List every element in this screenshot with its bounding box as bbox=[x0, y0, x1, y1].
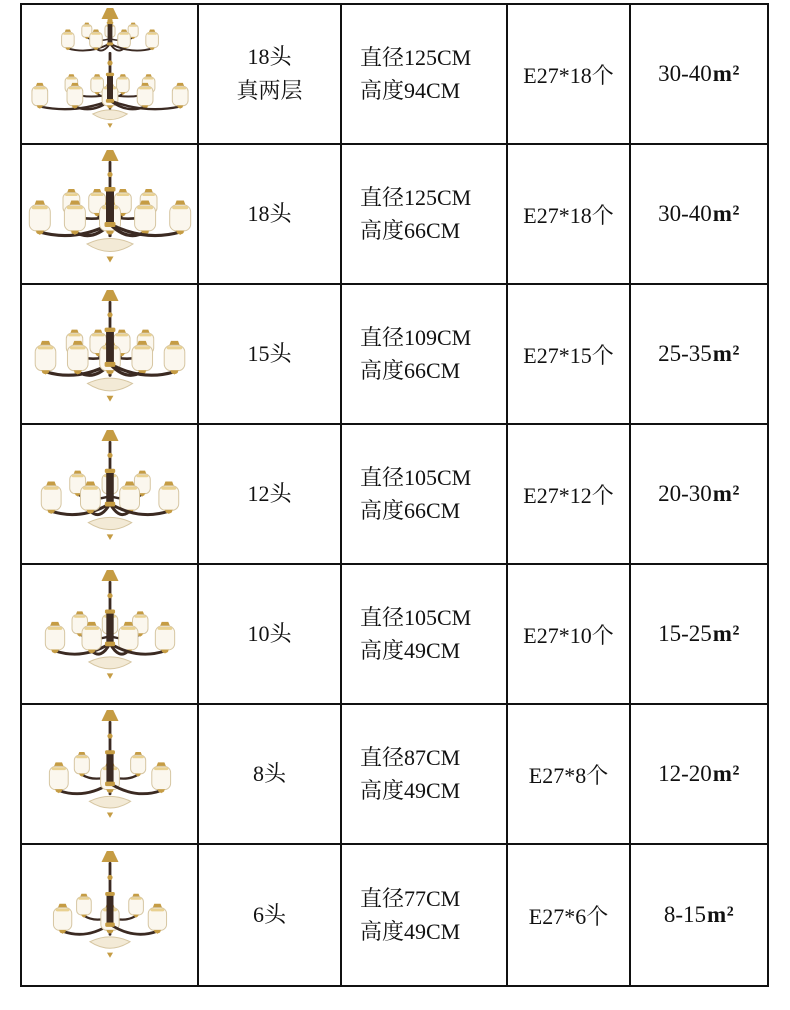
area-range-label: 15-25 bbox=[658, 621, 712, 646]
bulb-spec-label: E27*18个 bbox=[523, 202, 614, 228]
table-row bbox=[22, 565, 767, 705]
bulb-spec-cell bbox=[508, 705, 631, 845]
coverage-area-cell bbox=[631, 705, 767, 845]
diameter-label: 直径125CM bbox=[360, 45, 472, 70]
coverage-area-cell bbox=[631, 5, 767, 145]
area-unit-label: m² bbox=[712, 61, 740, 86]
coverage-area-cell bbox=[631, 845, 767, 985]
table-row bbox=[22, 425, 767, 565]
coverage-area-cell bbox=[631, 145, 767, 285]
head-count-cell bbox=[199, 425, 342, 565]
dimensions-cell bbox=[342, 705, 508, 845]
chandelier-image-cell bbox=[22, 425, 199, 565]
area-range-label: 30-40 bbox=[658, 61, 712, 86]
head-count-label: 12头 bbox=[247, 481, 292, 506]
diameter-label: 直径105CM bbox=[360, 465, 472, 490]
table-row bbox=[22, 705, 767, 845]
height-label: 高度49CM bbox=[360, 778, 461, 803]
dimensions-cell bbox=[342, 425, 508, 565]
head-count-cell bbox=[199, 565, 342, 705]
area-range-label: 8-15 bbox=[663, 902, 707, 927]
bulb-spec-cell bbox=[508, 425, 631, 565]
height-label: 高度94CM bbox=[360, 78, 461, 103]
dimensions-cell bbox=[342, 565, 508, 705]
head-count-cell bbox=[199, 5, 342, 145]
area-range-label: 12-20 bbox=[658, 761, 712, 786]
chandelier-image-cell bbox=[22, 5, 199, 145]
chandelier-photo bbox=[24, 847, 196, 983]
chandelier-photo bbox=[24, 566, 196, 702]
chandelier-photo bbox=[24, 6, 196, 142]
dimensions-cell bbox=[342, 5, 508, 145]
chandelier-photo bbox=[24, 286, 196, 422]
table-row bbox=[22, 145, 767, 285]
tier-note-label: 真两层 bbox=[236, 78, 303, 103]
area-unit-label: m² bbox=[712, 341, 740, 366]
head-count-cell bbox=[199, 845, 342, 985]
area-unit-label: m² bbox=[707, 902, 735, 927]
chandelier-image-cell bbox=[22, 145, 199, 285]
height-label: 高度66CM bbox=[360, 358, 461, 383]
area-range-label: 30-40 bbox=[658, 201, 712, 226]
head-count-label: 18头 bbox=[247, 201, 292, 226]
head-count-label: 8头 bbox=[252, 761, 286, 786]
head-count-label: 15头 bbox=[247, 341, 292, 366]
area-unit-label: m² bbox=[712, 481, 740, 506]
bulb-spec-label: E27*15个 bbox=[523, 342, 614, 368]
head-count-label: 6头 bbox=[252, 902, 286, 927]
chandelier-photo bbox=[24, 146, 196, 282]
table-row bbox=[22, 5, 767, 145]
height-label: 高度49CM bbox=[360, 638, 461, 663]
chandelier-photo bbox=[24, 426, 196, 562]
chandelier-image-cell bbox=[22, 285, 199, 425]
height-label: 高度66CM bbox=[360, 218, 461, 243]
bulb-spec-cell bbox=[508, 565, 631, 705]
bulb-spec-label: E27*10个 bbox=[523, 622, 614, 648]
diameter-label: 直径105CM bbox=[360, 605, 472, 630]
area-unit-label: m² bbox=[712, 201, 740, 226]
area-unit-label: m² bbox=[712, 761, 740, 786]
height-label: 高度66CM bbox=[360, 498, 461, 523]
dimensions-cell bbox=[342, 145, 508, 285]
head-count-cell bbox=[199, 145, 342, 285]
coverage-area-cell bbox=[631, 425, 767, 565]
diameter-label: 直径77CM bbox=[360, 886, 461, 911]
chandelier-image-cell bbox=[22, 845, 199, 985]
chandelier-photo bbox=[24, 706, 196, 842]
bulb-spec-cell bbox=[508, 5, 631, 145]
bulb-spec-cell bbox=[508, 285, 631, 425]
dimensions-cell bbox=[342, 845, 508, 985]
head-count-cell bbox=[199, 285, 342, 425]
diameter-label: 直径109CM bbox=[360, 325, 472, 350]
spec-table bbox=[20, 3, 769, 987]
dimensions-cell bbox=[342, 285, 508, 425]
coverage-area-cell bbox=[631, 565, 767, 705]
diameter-label: 直径87CM bbox=[360, 745, 461, 770]
area-range-label: 25-35 bbox=[658, 341, 712, 366]
bulb-spec-label: E27*18个 bbox=[523, 62, 614, 88]
head-count-cell bbox=[199, 705, 342, 845]
area-unit-label: m² bbox=[712, 621, 740, 646]
bulb-spec-cell bbox=[508, 145, 631, 285]
chandelier-image-cell bbox=[22, 565, 199, 705]
head-count-label: 10头 bbox=[247, 621, 292, 646]
head-count-label: 18头 bbox=[247, 44, 292, 69]
bulb-spec-label: E27*12个 bbox=[523, 482, 614, 508]
table-row bbox=[22, 285, 767, 425]
bulb-spec-label: E27*6个 bbox=[528, 903, 609, 929]
coverage-area-cell bbox=[631, 285, 767, 425]
table-row bbox=[22, 845, 767, 985]
bulb-spec-label: E27*8个 bbox=[528, 762, 609, 788]
bulb-spec-cell bbox=[508, 845, 631, 985]
height-label: 高度49CM bbox=[360, 919, 461, 944]
area-range-label: 20-30 bbox=[658, 481, 712, 506]
chandelier-image-cell bbox=[22, 705, 199, 845]
diameter-label: 直径125CM bbox=[360, 185, 472, 210]
